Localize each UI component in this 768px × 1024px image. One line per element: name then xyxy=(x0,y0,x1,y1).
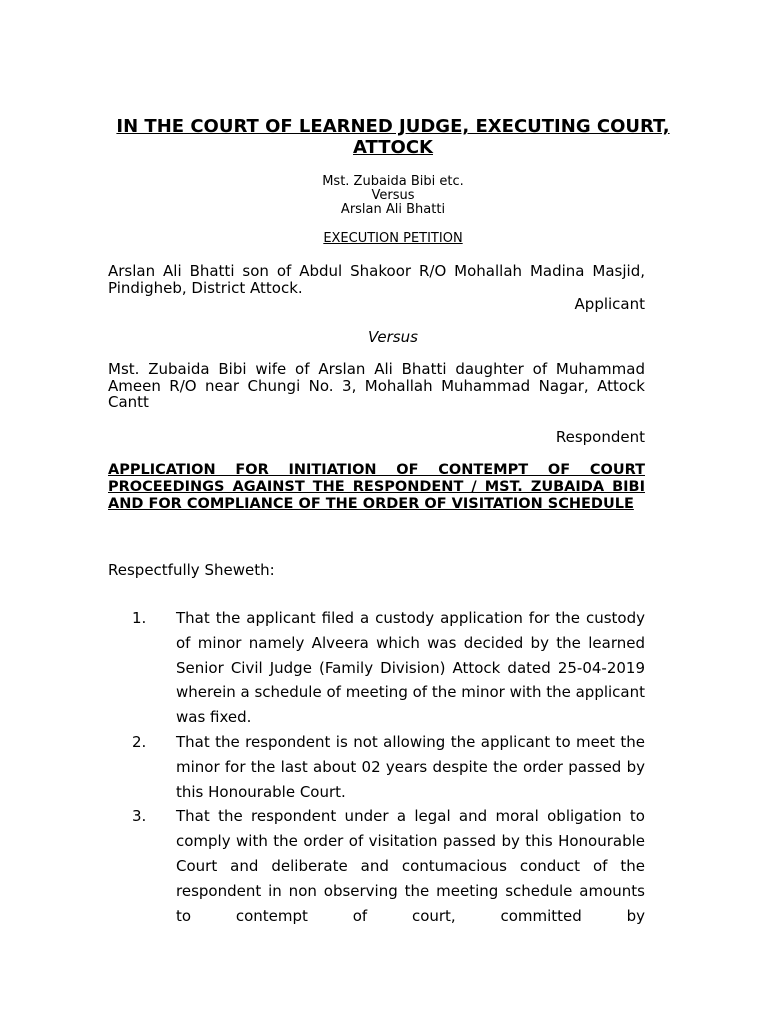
list-item-number: 3. xyxy=(132,807,147,826)
respondent-role: Respondent xyxy=(555,428,645,446)
list-item xyxy=(108,730,645,804)
respondent-details: Mst. Zubaida Bibi wife of Arslan Ali Bhatti daughter of Muhammad Ameen R/O near Chungi No. 3, Mohallah Muhammad Nagar, Attock Cantt xyxy=(108,360,645,411)
caption-line-1: Mst. Zubaida Bibi etc. xyxy=(322,174,464,189)
applicant-details: Arslan Ali Bhatti son of Abdul Shakoor R/O Mohallah Madina Masjid, Pindigheb, District Attock. xyxy=(108,262,645,297)
numbered-points xyxy=(108,606,645,928)
list-item-text: That the respondent under a legal and moral obligation to comply with the order of visitation passed by this Honourable Court and deliberate and contumacious conduct of the respondent in non observing the meeting schedule amounts to contempt of court, committed by xyxy=(176,807,645,925)
list-item-number: 2. xyxy=(132,732,147,751)
versus-label: Versus xyxy=(368,328,418,346)
list-item xyxy=(108,804,645,928)
application-heading: APPLICATION FOR INITIATION OF CONTEMPT OF COURT PROCEEDINGS AGAINST THE RESPONDENT / MST. ZUBAIDA BIBI AND FOR COMPLIANCE OF THE ORDER OF VISITATION SCHEDULE xyxy=(108,462,645,512)
caption-line-2: Versus xyxy=(371,188,415,203)
list-item xyxy=(108,606,645,730)
court-title: IN THE COURT OF LEARNED JUDGE, EXECUTING COURT, ATTOCK xyxy=(116,116,670,158)
caption-line-3: Arslan Ali Bhatti xyxy=(340,202,446,217)
salutation: Respectfully Sheweth: xyxy=(108,561,275,579)
petition-type: EXECUTION PETITION xyxy=(323,231,463,246)
applicant-role: Applicant xyxy=(574,295,645,313)
list-item-number: 1. xyxy=(132,609,147,627)
list-item-text: That the respondent is not allowing the applicant to meet the minor for the last about 02 years despite the order passed by this Honourable Court. xyxy=(176,732,645,801)
list-item-text: That the applicant filed a custody application for the custody of minor namely Alveera which was decided by the learned Senior Civil Judge (Family Division) Attock dated 25-04-2019 wherein a schedule of meeting of the minor with the applicant was fixed. xyxy=(176,609,645,727)
